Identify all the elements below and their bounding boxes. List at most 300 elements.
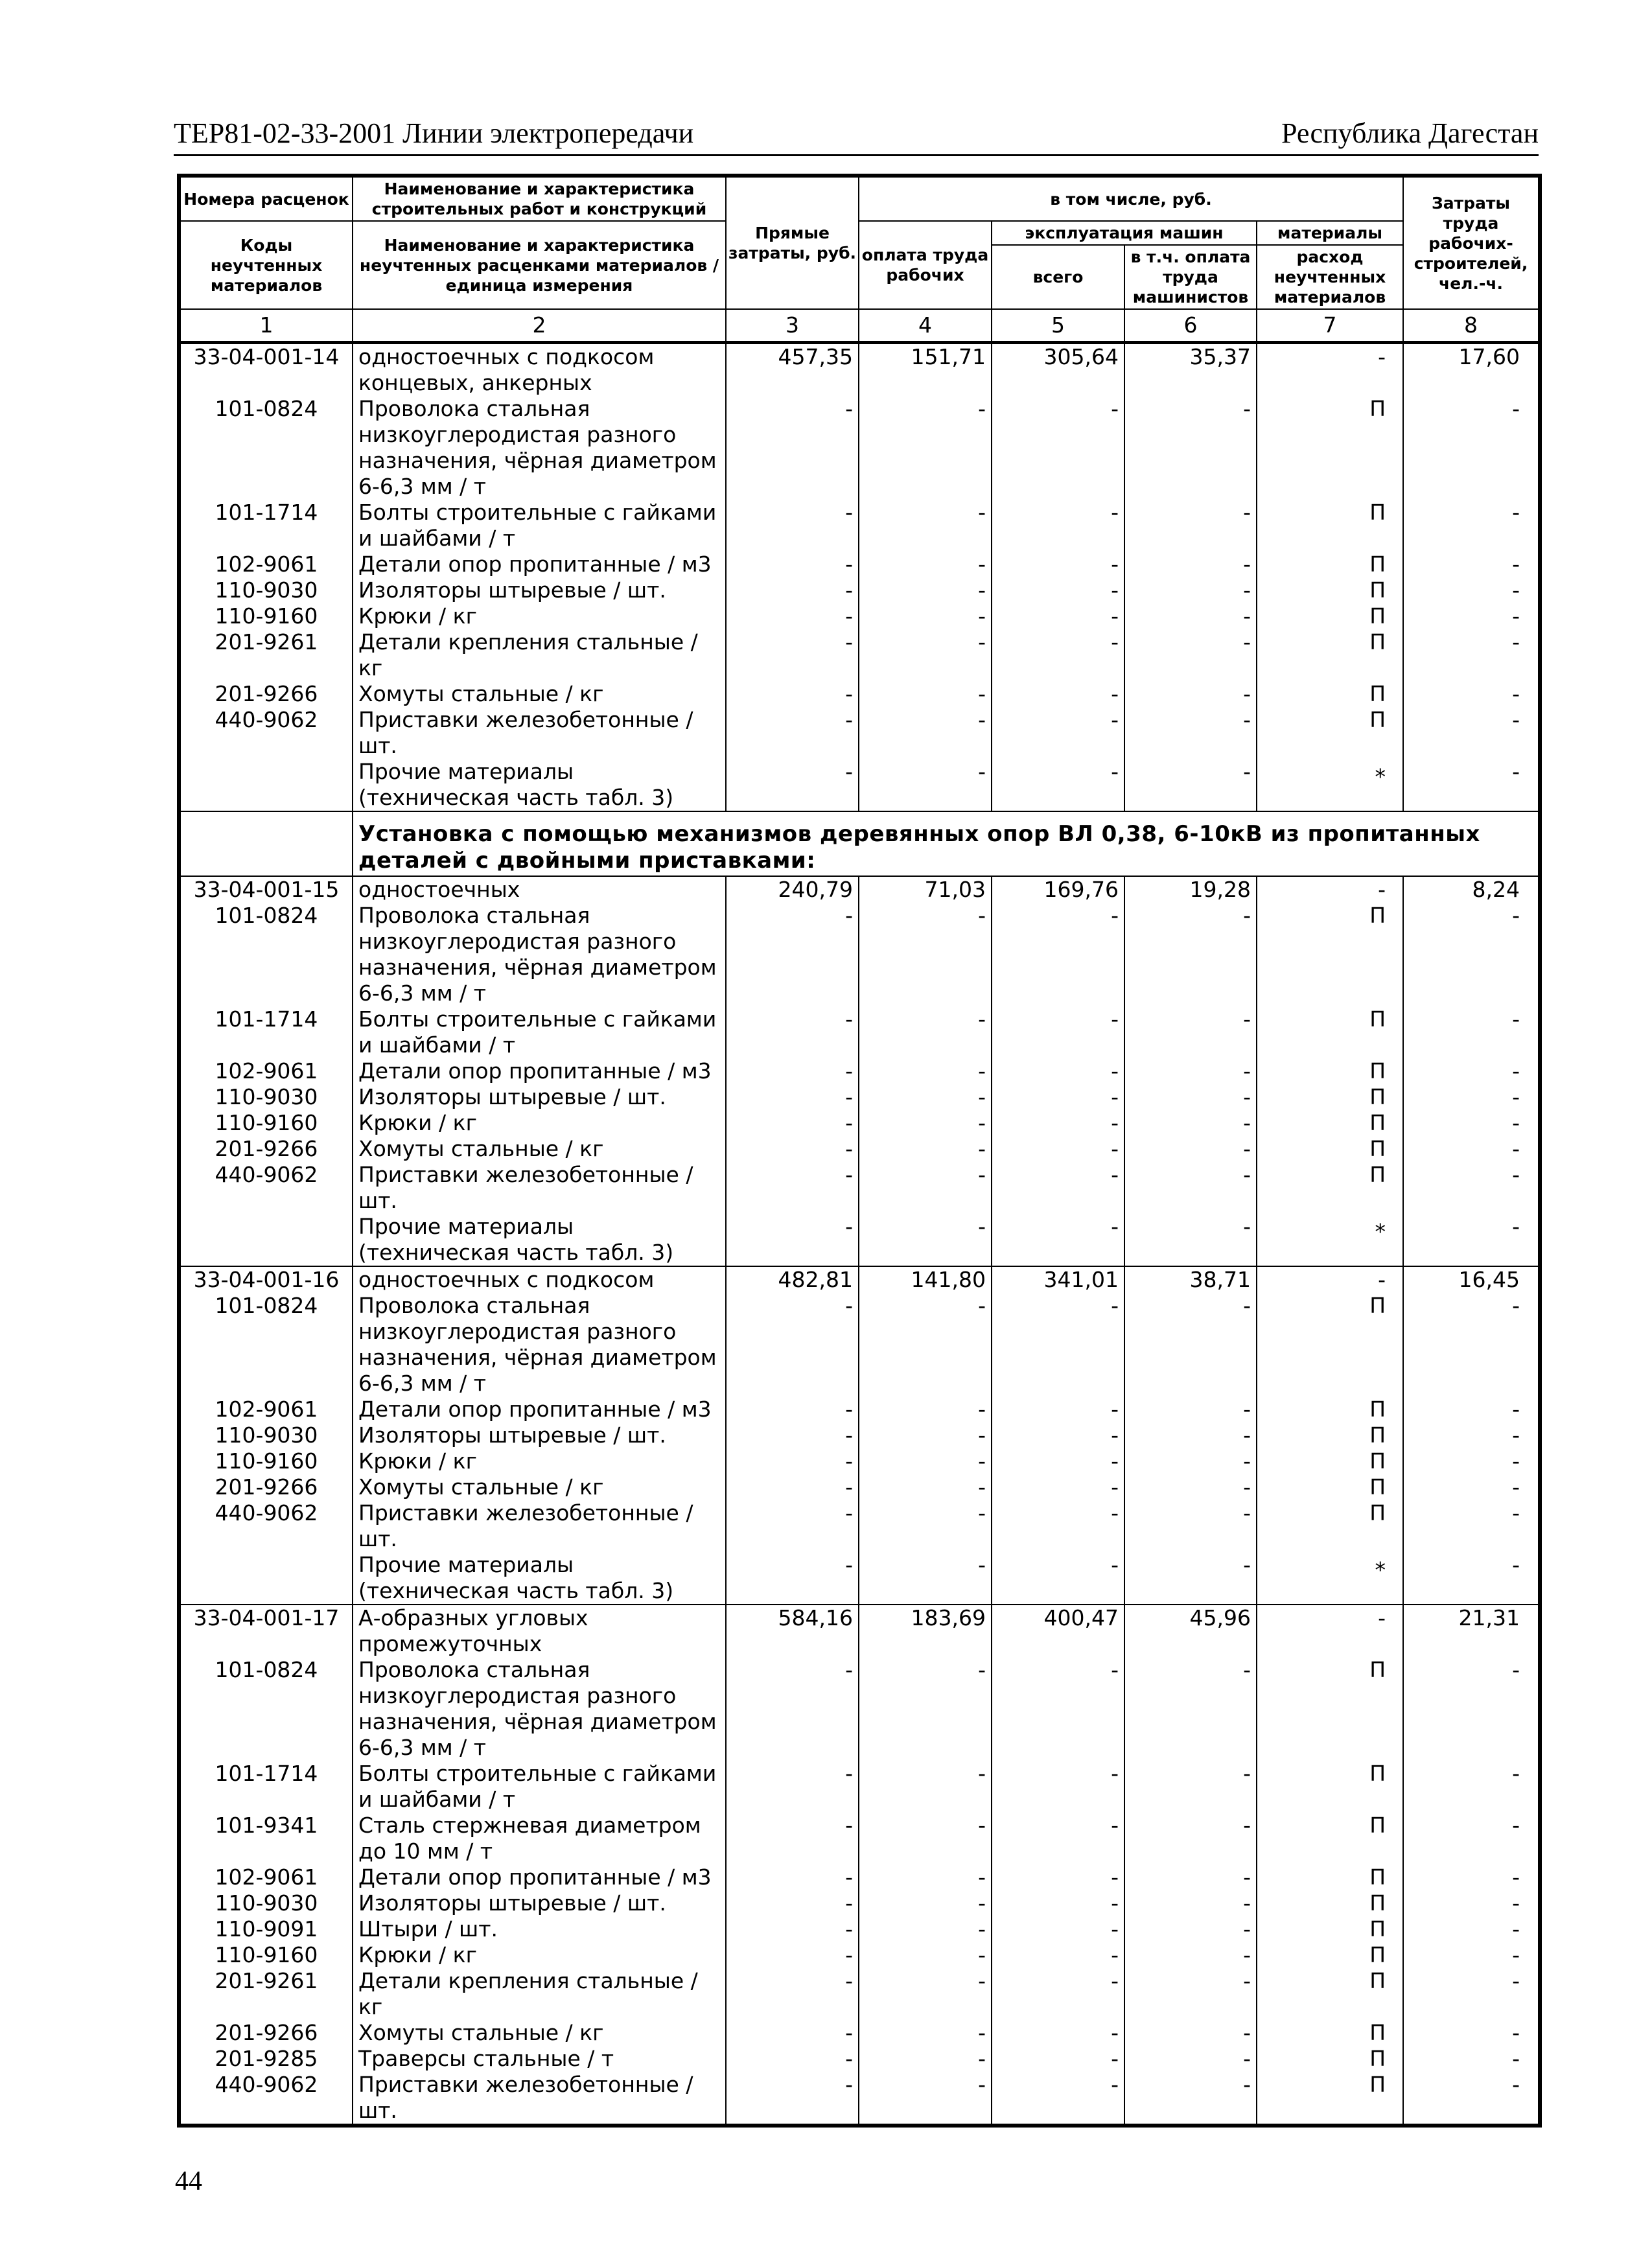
labor-pay-cell: - bbox=[859, 1500, 992, 1552]
labor-costs-cell: - bbox=[1512, 1657, 1520, 1682]
material-row bbox=[179, 1214, 1540, 1266]
direct-costs-cell: - bbox=[726, 629, 859, 681]
code-cell: 110-9030 bbox=[179, 1422, 353, 1448]
labor-pay-cell: - bbox=[859, 1006, 992, 1058]
material-row bbox=[179, 1813, 1540, 1864]
direct-costs-cell: - bbox=[726, 2020, 859, 2046]
materials-cell: П bbox=[1257, 1136, 1403, 1162]
machinists-pay-cell: - bbox=[1124, 1214, 1257, 1266]
machinists-pay-cell: - bbox=[1124, 1006, 1257, 1058]
name-cell: А-образных угловых промежуточных bbox=[353, 1605, 726, 1657]
machines-total-cell: - bbox=[992, 1422, 1124, 1448]
labor-pay-cell: - bbox=[859, 1968, 992, 2020]
material-row bbox=[179, 681, 1540, 707]
machinists-pay-cell: - bbox=[1124, 1162, 1257, 1214]
machines-total-cell: - bbox=[992, 759, 1124, 811]
machinists-pay-cell: - bbox=[1124, 500, 1257, 551]
labor-costs-cell: - bbox=[1512, 1474, 1520, 1500]
machines-total-cell: - bbox=[992, 1136, 1124, 1162]
labor-pay-cell: - bbox=[859, 2046, 992, 2072]
name-cell: Болты строительные с гайками и шайбами / т bbox=[353, 500, 726, 551]
machinists-pay-cell: - bbox=[1124, 707, 1257, 759]
region-name: Республика Дагестан bbox=[1281, 117, 1539, 149]
material-row bbox=[179, 707, 1540, 759]
labor-pay-cell: - bbox=[859, 1890, 992, 1916]
machines-total-cell: - bbox=[992, 1942, 1124, 1968]
direct-costs-cell: - bbox=[726, 1761, 859, 1813]
direct-costs-cell: - bbox=[726, 903, 859, 1006]
section-heading-row bbox=[179, 811, 1540, 876]
rate-row bbox=[179, 343, 1540, 397]
name-cell: одностоечных с подкосом bbox=[353, 1266, 726, 1293]
machinists-pay-cell: - bbox=[1124, 681, 1257, 707]
materials-cell: П bbox=[1257, 1864, 1403, 1890]
materials-cell: П bbox=[1257, 1110, 1403, 1136]
labor-pay-cell: - bbox=[859, 1214, 992, 1266]
name-cell: Изоляторы штыревые / шт. bbox=[353, 1890, 726, 1916]
direct-costs-cell: - bbox=[726, 759, 859, 811]
labor-costs-cell: - bbox=[1512, 1916, 1520, 1942]
machinists-pay-cell: - bbox=[1124, 903, 1257, 1006]
labor-pay-cell: - bbox=[859, 1474, 992, 1500]
code-cell: 440-9062 bbox=[179, 2072, 353, 2126]
material-row bbox=[179, 1500, 1540, 1552]
code-cell: 101-1714 bbox=[179, 500, 353, 551]
machines-total-cell: - bbox=[992, 2046, 1124, 2072]
name-cell: Проволока стальная низкоуглеродистая разного назначения, чёрная диаметром 6-6,3 мм / т bbox=[353, 1657, 726, 1761]
labor-costs-cell: - bbox=[1512, 500, 1520, 525]
machinists-pay-cell: - bbox=[1124, 551, 1257, 577]
name-cell: Проволока стальная низкоуглеродистая разного назначения, чёрная диаметром 6-6,3 мм / т bbox=[353, 1293, 726, 1397]
labor-pay-cell: - bbox=[859, 1448, 992, 1474]
materials-cell: П bbox=[1257, 1657, 1403, 1761]
machines-total-cell: 169,76 bbox=[992, 876, 1124, 903]
material-row bbox=[179, 1942, 1540, 1968]
code-cell: 110-9030 bbox=[179, 577, 353, 603]
header-including: в том числе, руб. bbox=[859, 176, 1403, 221]
name-cell: Сталь стержневая диаметром до 10 мм / т bbox=[353, 1813, 726, 1864]
labor-costs-cell: - bbox=[1512, 1552, 1520, 1577]
labor-costs-cell: - bbox=[1512, 2072, 1520, 2097]
direct-costs-cell: - bbox=[726, 500, 859, 551]
code-cell: 440-9062 bbox=[179, 1162, 353, 1214]
machinists-pay-cell: - bbox=[1124, 1761, 1257, 1813]
name-cell: Болты строительные с гайками и шайбами / т bbox=[353, 1761, 726, 1813]
direct-costs-cell: 482,81 bbox=[726, 1266, 859, 1293]
machines-total-cell: - bbox=[992, 603, 1124, 629]
materials-cell: * bbox=[1257, 759, 1403, 811]
machines-total-cell: - bbox=[992, 1214, 1124, 1266]
materials-cell: П bbox=[1257, 500, 1403, 551]
material-row bbox=[179, 577, 1540, 603]
direct-costs-cell: - bbox=[726, 1813, 859, 1864]
direct-costs-cell: - bbox=[726, 396, 859, 500]
machines-total-cell: - bbox=[992, 551, 1124, 577]
machinists-pay-cell: - bbox=[1124, 1058, 1257, 1084]
materials-cell: П bbox=[1257, 396, 1403, 500]
labor-costs-cell: - bbox=[1512, 1058, 1520, 1084]
name-cell: Детали опор пропитанные / м3 bbox=[353, 1058, 726, 1084]
labor-pay-cell: - bbox=[859, 551, 992, 577]
labor-costs-cell: 21,31 bbox=[1403, 1605, 1540, 1657]
material-row bbox=[179, 1162, 1540, 1214]
column-number: 8 bbox=[1403, 309, 1540, 343]
material-row bbox=[179, 1110, 1540, 1136]
labor-pay-cell: - bbox=[859, 629, 992, 681]
direct-costs-cell: - bbox=[726, 1474, 859, 1500]
labor-costs-cell: - bbox=[1512, 1500, 1520, 1525]
labor-pay-cell: - bbox=[859, 1552, 992, 1605]
labor-pay-cell: 151,71 bbox=[859, 343, 992, 397]
direct-costs-cell: - bbox=[726, 681, 859, 707]
machines-total-cell: - bbox=[992, 1813, 1124, 1864]
machinists-pay-cell: - bbox=[1124, 1136, 1257, 1162]
machines-total-cell: - bbox=[992, 903, 1124, 1006]
machines-total-cell: - bbox=[992, 1006, 1124, 1058]
materials-cell: П bbox=[1257, 551, 1403, 577]
labor-pay-cell: - bbox=[859, 1864, 992, 1890]
header-material-name: Наименование и характеристика неучтенных расценками материалов / единица измерения bbox=[353, 221, 726, 309]
code-cell: 101-0824 bbox=[179, 1657, 353, 1761]
code-cell bbox=[179, 1214, 353, 1266]
code-cell: 110-9091 bbox=[179, 1916, 353, 1942]
code-cell: 101-0824 bbox=[179, 903, 353, 1006]
labor-pay-cell: - bbox=[859, 1397, 992, 1422]
code-cell: 440-9062 bbox=[179, 707, 353, 759]
machinists-pay-cell: - bbox=[1124, 1110, 1257, 1136]
code-cell: 101-9341 bbox=[179, 1813, 353, 1864]
material-row bbox=[179, 396, 1540, 500]
column-number: 1 bbox=[179, 309, 353, 343]
name-cell: Хомуты стальные / кг bbox=[353, 1136, 726, 1162]
direct-costs-cell: - bbox=[726, 1006, 859, 1058]
name-cell: Хомуты стальные / кг bbox=[353, 2020, 726, 2046]
code-cell: 201-9266 bbox=[179, 681, 353, 707]
code-cell: 33-04-001-17 bbox=[179, 1605, 353, 1657]
code-cell: 201-9266 bbox=[179, 1136, 353, 1162]
material-row bbox=[179, 629, 1540, 681]
machines-total-cell: - bbox=[992, 629, 1124, 681]
direct-costs-cell: - bbox=[726, 2046, 859, 2072]
machinists-pay-cell: - bbox=[1124, 2072, 1257, 2126]
labor-costs-cell: - bbox=[1512, 1890, 1520, 1916]
materials-cell: * bbox=[1257, 1552, 1403, 1605]
name-cell: Крюки / кг bbox=[353, 1110, 726, 1136]
direct-costs-cell: - bbox=[726, 551, 859, 577]
machines-total-cell: - bbox=[992, 1500, 1124, 1552]
materials-cell: П bbox=[1257, 903, 1403, 1006]
materials-cell: П bbox=[1257, 629, 1403, 681]
machinists-pay-cell: - bbox=[1124, 1916, 1257, 1942]
material-row bbox=[179, 903, 1540, 1006]
section-heading: Установка с помощью механизмов деревянных опор ВЛ 0,38, 6-10кВ из пропитанных деталей с двойными приставками: bbox=[353, 811, 1540, 876]
direct-costs-cell: - bbox=[726, 1890, 859, 1916]
labor-costs-cell: - bbox=[1512, 681, 1520, 706]
machines-total-cell: - bbox=[992, 1058, 1124, 1084]
code-cell: 110-9160 bbox=[179, 1448, 353, 1474]
materials-cell: П bbox=[1257, 1500, 1403, 1552]
code-cell: 101-0824 bbox=[179, 396, 353, 500]
labor-pay-cell: - bbox=[859, 1657, 992, 1761]
direct-costs-cell: 457,35 bbox=[726, 343, 859, 397]
materials-cell: П bbox=[1257, 1162, 1403, 1214]
machinists-pay-cell: - bbox=[1124, 1448, 1257, 1474]
labor-pay-cell: - bbox=[859, 1761, 992, 1813]
labor-pay-cell: - bbox=[859, 1813, 992, 1864]
labor-costs-cell: - bbox=[1512, 2020, 1520, 2045]
rate-row bbox=[179, 1605, 1540, 1657]
materials-cell: П bbox=[1257, 1761, 1403, 1813]
table-body bbox=[179, 343, 1540, 2126]
labor-pay-cell: 71,03 bbox=[859, 876, 992, 903]
labor-costs-cell: - bbox=[1512, 1214, 1520, 1239]
labor-costs-cell: - bbox=[1512, 1006, 1520, 1032]
materials-cell: П bbox=[1257, 2020, 1403, 2046]
labor-pay-cell: 141,80 bbox=[859, 1266, 992, 1293]
name-cell: Прочие материалы (техническая часть табл. 3) bbox=[353, 1214, 726, 1266]
material-row bbox=[179, 1136, 1540, 1162]
page-header bbox=[174, 114, 1539, 156]
labor-costs-cell: - bbox=[1512, 1813, 1520, 1838]
machines-total-cell: - bbox=[992, 1448, 1124, 1474]
direct-costs-cell: 240,79 bbox=[726, 876, 859, 903]
column-number: 6 bbox=[1124, 309, 1257, 343]
materials-cell: П bbox=[1257, 2046, 1403, 2072]
materials-cell: П bbox=[1257, 1942, 1403, 1968]
labor-pay-cell: - bbox=[859, 1162, 992, 1214]
header-machines: эксплуатация машин bbox=[992, 221, 1257, 245]
name-cell: Приставки железобетонные /шт. bbox=[353, 707, 726, 759]
labor-pay-cell: - bbox=[859, 2072, 992, 2126]
labor-costs-cell: - bbox=[1512, 1397, 1520, 1422]
machines-total-cell: - bbox=[992, 577, 1124, 603]
labor-pay-cell: - bbox=[859, 603, 992, 629]
machinists-pay-cell: - bbox=[1124, 1397, 1257, 1422]
machines-total-cell: 341,01 bbox=[992, 1266, 1124, 1293]
machinists-pay-cell: 45,96 bbox=[1124, 1605, 1257, 1657]
machines-total-cell: 305,64 bbox=[992, 343, 1124, 397]
labor-costs-cell: - bbox=[1512, 577, 1520, 603]
material-row bbox=[179, 603, 1540, 629]
header-materials-use: расход неучтенных материалов bbox=[1257, 245, 1403, 309]
materials-cell: - bbox=[1257, 876, 1403, 903]
code-cell bbox=[179, 759, 353, 811]
machinists-pay-cell: 19,28 bbox=[1124, 876, 1257, 903]
machinists-pay-cell: - bbox=[1124, 2020, 1257, 2046]
name-cell: Детали опор пропитанные / м3 bbox=[353, 1397, 726, 1422]
materials-cell: П bbox=[1257, 1006, 1403, 1058]
direct-costs-cell: - bbox=[726, 1500, 859, 1552]
name-cell: Болты строительные с гайками и шайбами / т bbox=[353, 1006, 726, 1058]
labor-costs-cell: - bbox=[1512, 1110, 1520, 1135]
machines-total-cell: - bbox=[992, 1864, 1124, 1890]
machines-total-cell: 400,47 bbox=[992, 1605, 1124, 1657]
labor-costs-cell: - bbox=[1512, 1084, 1520, 1109]
labor-pay-cell: - bbox=[859, 759, 992, 811]
materials-cell: П bbox=[1257, 1968, 1403, 2020]
labor-pay-cell: - bbox=[859, 1422, 992, 1448]
machinists-pay-cell: - bbox=[1124, 1864, 1257, 1890]
labor-pay-cell: - bbox=[859, 681, 992, 707]
material-row bbox=[179, 2046, 1540, 2072]
name-cell: Хомуты стальные / кг bbox=[353, 681, 726, 707]
labor-pay-cell: - bbox=[859, 903, 992, 1006]
machines-total-cell: - bbox=[992, 1084, 1124, 1110]
code-cell: 102-9061 bbox=[179, 1864, 353, 1890]
machinists-pay-cell: - bbox=[1124, 1474, 1257, 1500]
code-cell: 201-9261 bbox=[179, 1968, 353, 2020]
machinists-pay-cell: - bbox=[1124, 577, 1257, 603]
column-number: 5 bbox=[992, 309, 1124, 343]
labor-costs-cell: - bbox=[1512, 1942, 1520, 1967]
machines-total-cell: - bbox=[992, 681, 1124, 707]
materials-cell: - bbox=[1257, 1605, 1403, 1657]
materials-cell: - bbox=[1257, 343, 1403, 397]
code-cell: 201-9285 bbox=[179, 2046, 353, 2072]
code-cell: 33-04-001-15 bbox=[179, 876, 353, 903]
name-cell: Изоляторы штыревые / шт. bbox=[353, 577, 726, 603]
code-cell: 101-0824 bbox=[179, 1293, 353, 1397]
name-cell: Штыри / шт. bbox=[353, 1916, 726, 1942]
material-row bbox=[179, 1448, 1540, 1474]
name-cell: Траверсы стальные / т bbox=[353, 2046, 726, 2072]
labor-pay-cell: - bbox=[859, 1084, 992, 1110]
machines-total-cell: - bbox=[992, 1890, 1124, 1916]
labor-pay-cell: 183,69 bbox=[859, 1605, 992, 1657]
machines-total-cell: - bbox=[992, 2072, 1124, 2126]
code-cell: 101-1714 bbox=[179, 1761, 353, 1813]
direct-costs-cell: - bbox=[726, 1397, 859, 1422]
machines-total-cell: - bbox=[992, 1916, 1124, 1942]
machinists-pay-cell: - bbox=[1124, 1500, 1257, 1552]
material-row bbox=[179, 1397, 1540, 1422]
code-cell: 33-04-001-14 bbox=[179, 343, 353, 397]
materials-cell: П bbox=[1257, 1293, 1403, 1397]
direct-costs-cell: 584,16 bbox=[726, 1605, 859, 1657]
direct-costs-cell: - bbox=[726, 577, 859, 603]
machinists-pay-cell: - bbox=[1124, 1890, 1257, 1916]
code-cell: 440-9062 bbox=[179, 1500, 353, 1552]
column-number-row bbox=[179, 309, 1540, 343]
machinists-pay-cell: - bbox=[1124, 1968, 1257, 2020]
machines-total-cell: - bbox=[992, 1293, 1124, 1397]
labor-pay-cell: - bbox=[859, 577, 992, 603]
column-number: 7 bbox=[1257, 309, 1403, 343]
table-header bbox=[179, 176, 1540, 343]
header-labor-costs: Затраты труда рабочих-строителей, чел.-ч. bbox=[1403, 176, 1540, 309]
machinists-pay-cell: - bbox=[1124, 2046, 1257, 2072]
labor-costs-cell: - bbox=[1512, 1448, 1520, 1474]
empty-cell bbox=[179, 811, 353, 876]
direct-costs-cell: - bbox=[726, 1552, 859, 1605]
machinists-pay-cell: 35,37 bbox=[1124, 343, 1257, 397]
header-labor-pay: оплата труда рабочих bbox=[859, 221, 992, 309]
labor-costs-cell: - bbox=[1512, 1136, 1520, 1161]
material-row bbox=[179, 1422, 1540, 1448]
code-cell: 102-9061 bbox=[179, 551, 353, 577]
machines-total-cell: - bbox=[992, 1657, 1124, 1761]
labor-costs-cell: - bbox=[1512, 707, 1520, 732]
labor-costs-cell: - bbox=[1512, 759, 1520, 784]
labor-costs-cell: 8,24 bbox=[1403, 876, 1540, 903]
direct-costs-cell: - bbox=[726, 1293, 859, 1397]
machinists-pay-cell: - bbox=[1124, 1422, 1257, 1448]
direct-costs-cell: - bbox=[726, 1084, 859, 1110]
labor-pay-cell: - bbox=[859, 1110, 992, 1136]
code-cell: 110-9160 bbox=[179, 1942, 353, 1968]
material-row bbox=[179, 1058, 1540, 1084]
column-number: 2 bbox=[353, 309, 726, 343]
name-cell: Крюки / кг bbox=[353, 1448, 726, 1474]
name-cell: Детали опор пропитанные / м3 bbox=[353, 551, 726, 577]
code-cell: 102-9061 bbox=[179, 1058, 353, 1084]
name-cell: Детали крепления стальные / кг bbox=[353, 1968, 726, 2020]
name-cell: Приставки железобетонные /шт. bbox=[353, 1500, 726, 1552]
machinists-pay-cell: 38,71 bbox=[1124, 1266, 1257, 1293]
labor-costs-cell: - bbox=[1512, 1864, 1520, 1890]
materials-cell: П bbox=[1257, 707, 1403, 759]
machines-total-cell: - bbox=[992, 1162, 1124, 1214]
machinists-pay-cell: - bbox=[1124, 1813, 1257, 1864]
material-row bbox=[179, 551, 1540, 577]
labor-costs-cell: 16,45 bbox=[1403, 1266, 1540, 1293]
machinists-pay-cell: - bbox=[1124, 759, 1257, 811]
name-cell: Прочие материалы (техническая часть табл. 3) bbox=[353, 1552, 726, 1605]
material-row bbox=[179, 1890, 1540, 1916]
code-cell: 102-9061 bbox=[179, 1397, 353, 1422]
materials-cell: П bbox=[1257, 1084, 1403, 1110]
direct-costs-cell: - bbox=[726, 2072, 859, 2126]
materials-cell: П bbox=[1257, 1397, 1403, 1422]
machinists-pay-cell: - bbox=[1124, 396, 1257, 500]
material-row bbox=[179, 1552, 1540, 1605]
labor-costs-cell: - bbox=[1512, 1293, 1520, 1318]
material-row bbox=[179, 2072, 1540, 2126]
machinists-pay-cell: - bbox=[1124, 1942, 1257, 1968]
machines-total-cell: - bbox=[992, 1968, 1124, 2020]
materials-cell: П bbox=[1257, 1474, 1403, 1500]
direct-costs-cell: - bbox=[726, 1162, 859, 1214]
materials-cell: * bbox=[1257, 1214, 1403, 1266]
direct-costs-cell: - bbox=[726, 1058, 859, 1084]
material-row bbox=[179, 1916, 1540, 1942]
direct-costs-cell: - bbox=[726, 1136, 859, 1162]
material-row bbox=[179, 500, 1540, 551]
header-machines-total: всего bbox=[992, 245, 1124, 309]
machinists-pay-cell: - bbox=[1124, 1293, 1257, 1397]
labor-pay-cell: - bbox=[859, 500, 992, 551]
code-cell: 201-9266 bbox=[179, 1474, 353, 1500]
page-number: 44 bbox=[175, 2166, 202, 2196]
labor-pay-cell: - bbox=[859, 2020, 992, 2046]
materials-cell: П bbox=[1257, 2072, 1403, 2126]
code-cell: 101-1714 bbox=[179, 1006, 353, 1058]
labor-costs-cell: - bbox=[1512, 1761, 1520, 1786]
name-cell: Крюки / кг bbox=[353, 603, 726, 629]
machinists-pay-cell: - bbox=[1124, 603, 1257, 629]
labor-pay-cell: - bbox=[859, 1942, 992, 1968]
labor-costs-cell: - bbox=[1512, 903, 1520, 928]
code-cell: 110-9160 bbox=[179, 1110, 353, 1136]
materials-cell: П bbox=[1257, 1448, 1403, 1474]
header-direct-costs: Прямые затраты, руб. bbox=[726, 176, 859, 309]
direct-costs-cell: - bbox=[726, 1968, 859, 2020]
labor-pay-cell: - bbox=[859, 396, 992, 500]
direct-costs-cell: - bbox=[726, 1448, 859, 1474]
material-row bbox=[179, 1293, 1540, 1397]
document-title: ТЕР81-02-33-2001 Линии электропередачи bbox=[174, 117, 694, 149]
material-row bbox=[179, 1474, 1540, 1500]
